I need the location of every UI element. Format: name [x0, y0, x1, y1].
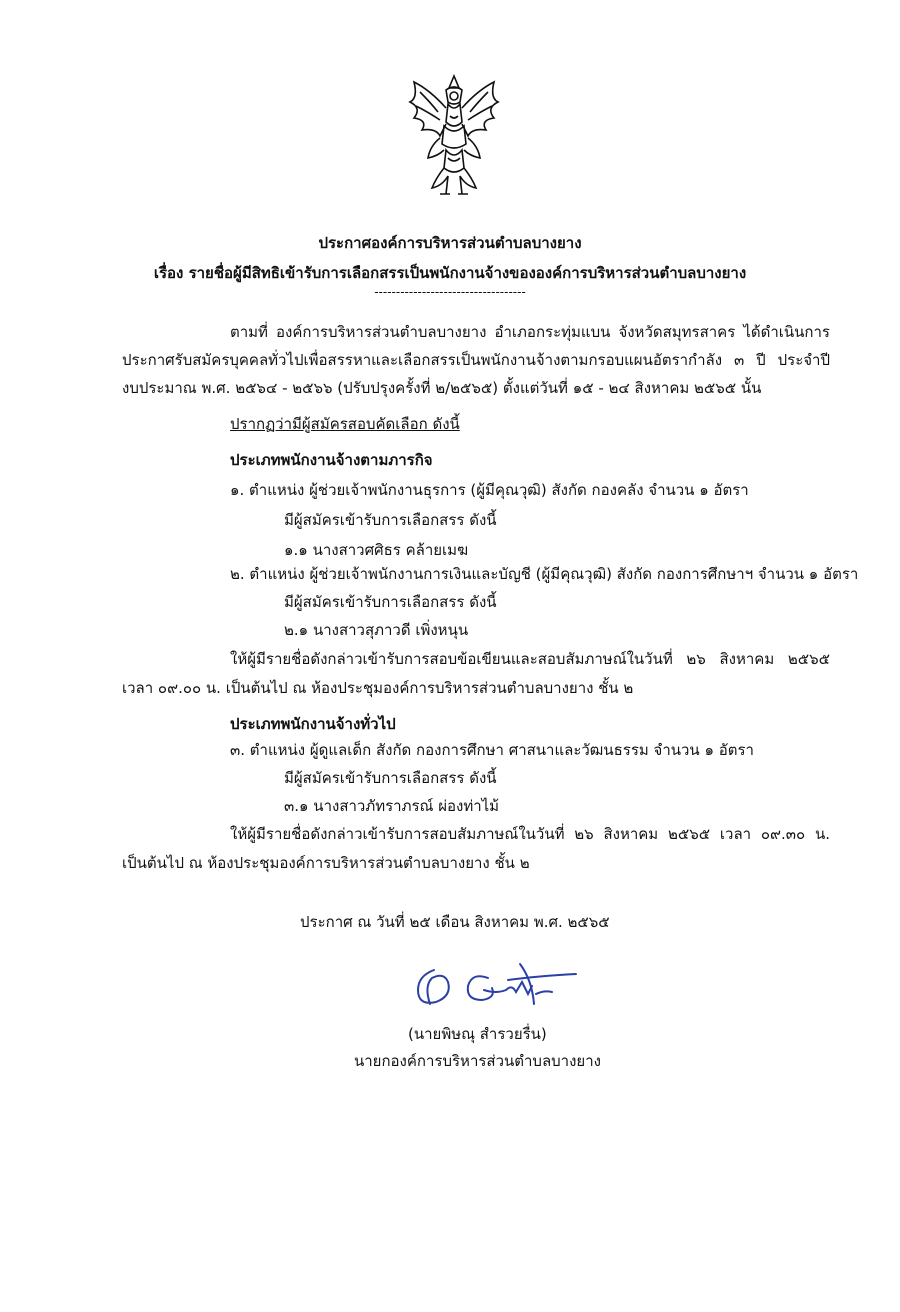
position-2: ๒. ตำแหน่ง ผู้ช่วยเจ้าพนักงานการเงินและบัญชี (ผู้มีคุณวุฒิ) สังกัด กองการศึกษาฯ จำนวน ๑ อัตรา [230, 565, 859, 583]
appears-heading: ปรากฏว่ามีผู้สมัครสอบคัดเลือก ดังนี้ [230, 415, 460, 433]
intro-line-2: ประกาศรับสมัครบุคคลทั่วไปเพื่อสรรหาและเลือกสรรเป็นพนักงานจ้างตามกรอบแผนอัตรากำลัง ๓ ปี ประจำปี [122, 351, 830, 369]
position-2-applicant-name: ๒.๑ นางสาวสุภาวดี เพิ่งหนุน [284, 621, 469, 639]
position-3-applicant-name: ๓.๑ นางสาวภัทราภรณ์ ผ่องท่าไม้ [284, 797, 500, 815]
mission-exam-line-2: เวลา ๐๙.๐๐ น. เป็นต้นไป ณ ห้องประชุมองค์การบริหารส่วนตำบลบางยาง ชั้น ๒ [122, 679, 634, 697]
position-1: ๑. ตำแหน่ง ผู้ช่วยเจ้าพนักงานธุรการ (ผู้มีคุณวุฒิ) สังกัด กองคลัง จำนวน ๑ อัตรา [230, 481, 749, 499]
general-exam-line-1: ให้ผู้มีรายชื่อดังกล่าวเข้ารับการสอบสัมภาษณ์ในวันที่ ๒๖ สิงหาคม ๒๕๖๕ เวลา ๐๙.๓๐ น. [230, 825, 830, 843]
signer-name: (นายพิษณุ สำรวยรื่น) [408, 1025, 547, 1043]
position-2-applicants-label: มีผู้สมัครเข้ารับการเลือกสรร ดังนี้ [284, 593, 497, 611]
mission-type-heading: ประเภทพนักงานจ้างตามภารกิจ [230, 451, 433, 469]
garuda-emblem-icon [400, 72, 508, 200]
announcement-title: ประกาศองค์การบริหารส่วนตำบลบางยาง [318, 234, 582, 252]
signer-position: นายกองค์การบริหารส่วนตำบลบางยาง [354, 1052, 601, 1070]
intro-line-3: งบประมาณ พ.ศ. ๒๕๖๔ - ๒๕๖๖ (ปรับปรุงครั้งที่ ๒/๒๕๖๕) ตั้งแต่วันที่ ๑๕ - ๒๔ สิงหาคม ๒๕๖๕ นั้น [122, 379, 762, 397]
general-exam-line-2: เป็นต้นไป ณ ห้องประชุมองค์การบริหารส่วนตำบลบางยาง ชั้น ๒ [122, 854, 530, 872]
divider: ----------------------------------- [374, 285, 526, 299]
announce-date: ประกาศ ณ วันที่ ๒๕ เดือน สิงหาคม พ.ศ. ๒๕๖๕ [300, 913, 610, 931]
mission-exam-line-1: ให้ผู้มีรายชื่อดังกล่าวเข้ารับการสอบข้อเขียนและสอบสัมภาษณ์ในวันที่ ๒๖ สิงหาคม ๒๕๖๕ [230, 650, 830, 668]
position-1-applicant-name: ๑.๑ นางสาวศศิธร คล้ายเมฆ [284, 541, 469, 559]
position-1-applicants-label: มีผู้สมัครเข้ารับการเลือกสรร ดังนี้ [284, 511, 497, 529]
signature-icon [412, 960, 582, 1012]
intro-line-1: ตามที่ องค์การบริหารส่วนตำบลบางยาง อำเภอกระทุ่มแบน จังหวัดสมุทรสาคร ได้ดำเนินการ [230, 323, 830, 341]
position-3-applicants-label: มีผู้สมัครเข้ารับการเลือกสรร ดังนี้ [284, 769, 497, 787]
position-3: ๓. ตำแหน่ง ผู้ดูแลเด็ก สังกัด กองการศึกษา ศาสนาและวัฒนธรรม จำนวน ๑ อัตรา [230, 741, 754, 759]
announcement-subject: เรื่อง รายชื่อผู้มีสิทธิเข้ารับการเลือกสรรเป็นพนักงานจ้างขององค์การบริหารส่วนตำบลบางยาง [153, 264, 747, 282]
general-type-heading: ประเภทพนักงานจ้างทั่วไป [230, 715, 396, 733]
